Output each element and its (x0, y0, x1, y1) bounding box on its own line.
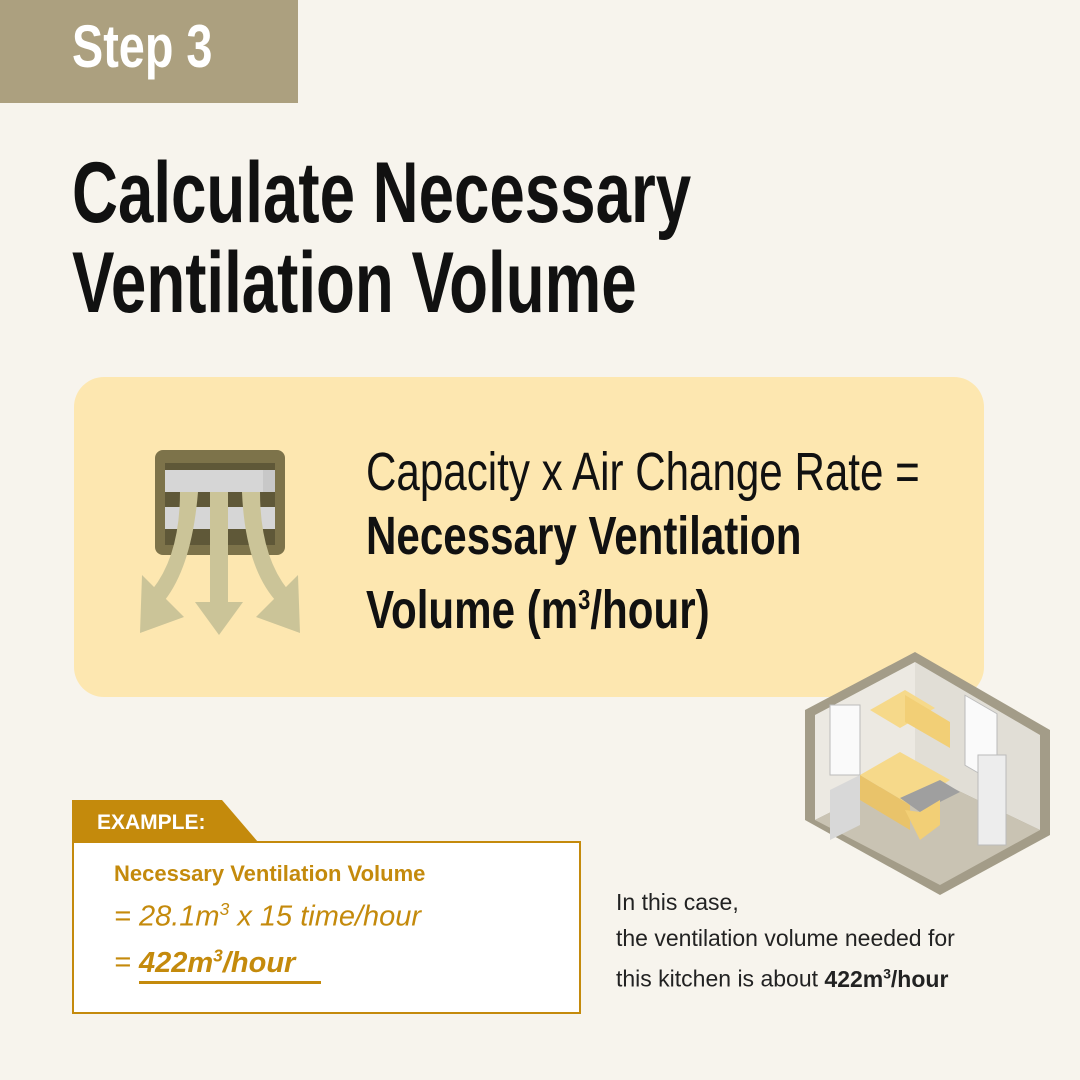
example-equation-2 (114, 945, 321, 980)
note-value (824, 966, 948, 992)
page-title (72, 145, 692, 331)
eq1-sup: 3 (219, 899, 230, 919)
note-line-3-text: this kitchen is about (616, 965, 825, 992)
note-line-2: the ventilation volume needed for (616, 925, 955, 951)
eq2-sup: 3 (213, 945, 223, 965)
kitchen-illustration (800, 650, 1060, 900)
formula-unit-sup: 3 (578, 584, 591, 615)
example-box (72, 841, 581, 1014)
air-vent-icon (130, 445, 320, 645)
step-badge (0, 0, 298, 103)
example-heading: Necessary Ventilation Volume (114, 861, 426, 886)
formula-line-2: Necessary Ventilation (366, 506, 802, 566)
conclusion-note (616, 884, 955, 997)
formula-line-3 (366, 568, 920, 642)
eq2-pre: 422m (139, 946, 214, 979)
formula-line-1: Capacity x Air Change Rate = (366, 442, 920, 502)
title-line-1: Calculate Necessary (72, 145, 692, 241)
example-tab-label: EXAMPLE: (97, 811, 206, 834)
step-label: Step 3 (72, 13, 213, 80)
formula-text (366, 440, 920, 642)
example-result (139, 947, 321, 984)
formula-unit-post: /hour) (590, 580, 710, 640)
eq2-equals: = (114, 946, 139, 979)
note-value-sup: 3 (883, 966, 891, 981)
example-equation-1 (114, 899, 421, 934)
note-value-post: /hour (890, 965, 949, 992)
eq1-post: x 15 time/hour (229, 900, 422, 933)
formula-unit-pre: Volume (m (366, 580, 579, 640)
title-line-2: Ventilation Volume (72, 235, 637, 331)
eq1-pre: = 28.1m (114, 900, 220, 933)
note-value-pre: 422m (824, 965, 884, 992)
note-line-3 (616, 956, 955, 997)
eq2-post: /hour (222, 946, 296, 979)
note-line-1: In this case, (616, 889, 739, 915)
